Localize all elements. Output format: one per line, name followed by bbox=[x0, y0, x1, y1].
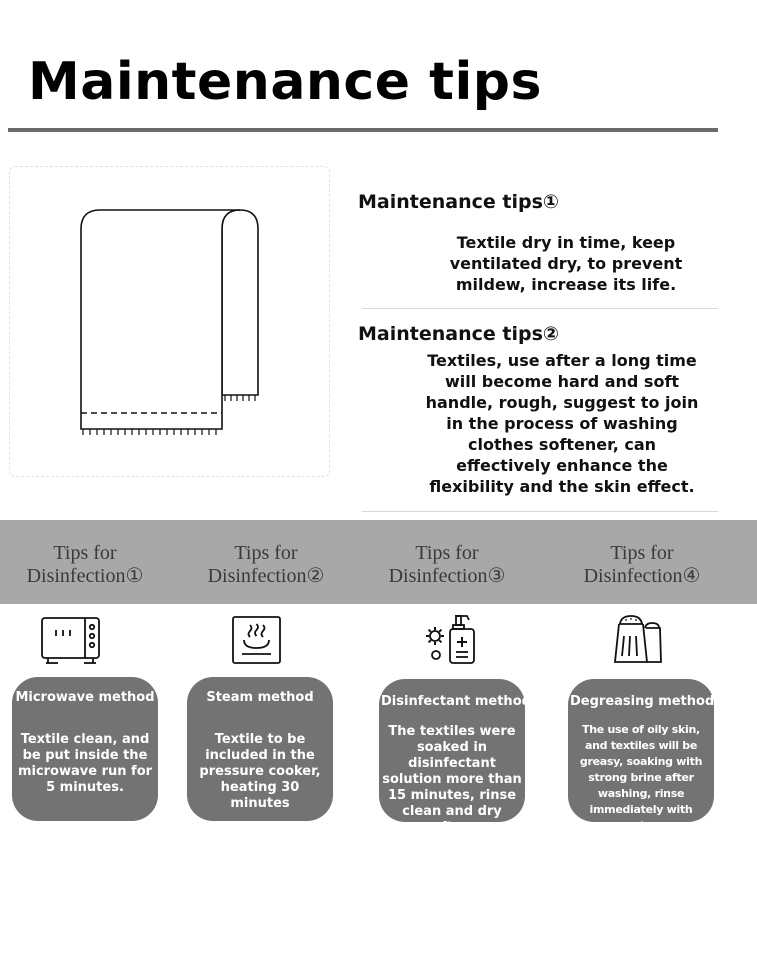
towel-illustration-frame bbox=[9, 166, 330, 477]
maintenance-tip-2 bbox=[358, 323, 718, 497]
card-title: Degreasing method bbox=[570, 694, 715, 709]
card-body: The use of oily skin, and textiles will be greasy, soaking with strong brine after washing, rinse immediately with water. bbox=[579, 723, 703, 832]
maintenance-tip-body: Textiles, use after a long time will become hard and soft handle, rough, suggest to join in the process of washing clothes softener, can effectively enhance the flexibility and the skin effect. bbox=[425, 350, 699, 496]
card-title: Microwave method bbox=[15, 690, 155, 705]
disinfection-label-2: Tips for Disinfection② bbox=[207, 542, 325, 587]
microwave-icon bbox=[40, 616, 102, 666]
tip-divider bbox=[362, 308, 718, 309]
page-title: Maintenance tips bbox=[28, 52, 542, 112]
steam-icon bbox=[231, 615, 283, 665]
title-divider bbox=[8, 128, 718, 132]
salt-shaker-icon bbox=[612, 614, 664, 666]
disinfectant-bottle-icon bbox=[423, 614, 475, 666]
disinfection-header-band bbox=[0, 520, 757, 604]
card-title: Disinfectant method bbox=[381, 694, 531, 709]
card-body: Textile to be included in the pressure cooker, heating 30 minutes bbox=[199, 732, 321, 811]
towel-icon bbox=[10, 167, 331, 478]
maintenance-tip-heading: Maintenance tips② bbox=[358, 323, 559, 345]
disinfectant-method-card bbox=[379, 679, 531, 835]
card-body: The textiles were soaked in disinfectant solution more than 15 minutes, rinse clean and dry after. bbox=[382, 724, 522, 835]
degreasing-method-card bbox=[568, 679, 715, 832]
disinfection-label-3: Tips for Disinfection③ bbox=[388, 542, 506, 587]
tip-divider bbox=[362, 511, 718, 512]
microwave-method-card bbox=[12, 677, 158, 821]
maintenance-tip-1 bbox=[358, 191, 718, 295]
maintenance-tip-body: Textile dry in time, keep ventilated dry, to prevent mildew, increase its life. bbox=[449, 232, 683, 294]
disinfection-label-1: Tips for Disinfection① bbox=[26, 542, 144, 587]
card-title: Steam method bbox=[206, 690, 314, 705]
disinfection-label-4: Tips for Disinfection④ bbox=[583, 542, 701, 587]
card-body: Textile clean, and be put inside the microwave run for 5 minutes. bbox=[17, 732, 153, 795]
steam-method-card bbox=[187, 677, 333, 821]
maintenance-tip-heading: Maintenance tips① bbox=[358, 191, 559, 213]
